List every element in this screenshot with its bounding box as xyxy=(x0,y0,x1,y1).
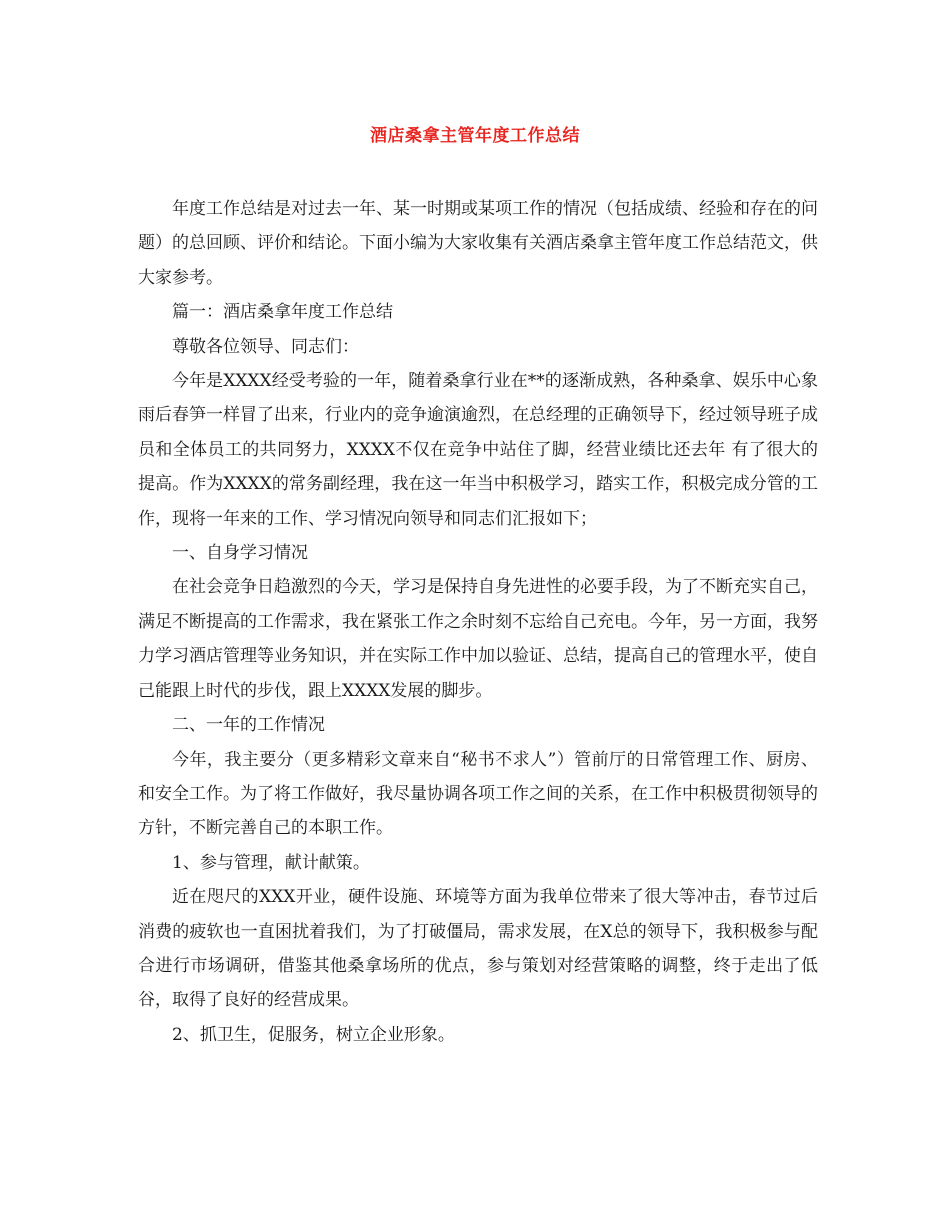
document-body xyxy=(138,192,818,1052)
paragraph-salutation: 尊敬各位领导、同志们： xyxy=(172,336,359,357)
subheading-management: 1、参与管理，献计献策。 xyxy=(172,852,370,873)
paragraph-overview: 今年是XXXX经受考验的一年，随着桑拿行业在**的逐渐成熟，各种桑拿、娱乐中心象雨后春笋一样冒了出来，行业内的竞争逾演逾烈，在总经理的正确领导下，经过领导班子成员和全体员工的共同努力，XXXX不仅在竞争中站住了脚，经营业绩比还去年 有了很大的提高。作为XXXX的常务副经理，我在这一年当中积极学习，踏实工作，积极完成分管的工作，现将一年来的工作、学习情况向领导和同志们汇报如下； xyxy=(138,371,818,529)
paragraph-work: 今年，我主要分（更多精彩文章来自“秘书不求人”）管前厅的日常管理工作、厨房、和安全工作。为了将工作做好，我尽量协调各项工作之间的关系，在工作中积极贯彻领导的方针，不断完善自己的本职工作。 xyxy=(138,749,818,839)
section-heading-self-study: 一、自身学习情况 xyxy=(172,543,308,564)
document-title: 酒店桑拿主管年度工作总结 xyxy=(370,126,580,146)
paragraph-management: 近在咫尺的XXX开业，硬件设施、环境等方面为我单位带来了很大等冲击，春节过后消费的疲软也一直困扰着我们，为了打破僵局，需求发展，在X总的领导下，我积极参与配合进行市场调研，借鉴其他桑拿场所的优点，参与策划对经营策略的调整，终于走出了低谷，取得了良好的经营成果。 xyxy=(138,887,818,1011)
paragraph-intro: 年度工作总结是对过去一年、某一时期或某项工作的情况（包括成绩、经验和存在的问题）的总回顾、评价和结论。下面小编为大家收集有关酒店桑拿主管年度工作总结范文，供大家参考。 xyxy=(138,199,818,288)
paragraph-self-study: 在社会竞争日趋激烈的今天，学习是保持自身先进性的必要手段，为了不断充实自己，满足不断提高的工作需求，我在紧张工作之余时刻不忘给自己充电。今年，另一方面，我努力学习酒店管理等业务知识，并在实际工作中加以验证、总结，提高自己的管理水平，使自己能跟上时代的步伐，跟上XXXX发展的脚步。 xyxy=(138,577,818,701)
subheading-hygiene-service: 2、抓卫生，促服务，树立企业形象。 xyxy=(172,1024,455,1045)
section-heading-work: 二、一年的工作情况 xyxy=(172,715,325,736)
paragraph-article-heading: 篇一：酒店桑拿年度工作总结 xyxy=(172,302,393,323)
